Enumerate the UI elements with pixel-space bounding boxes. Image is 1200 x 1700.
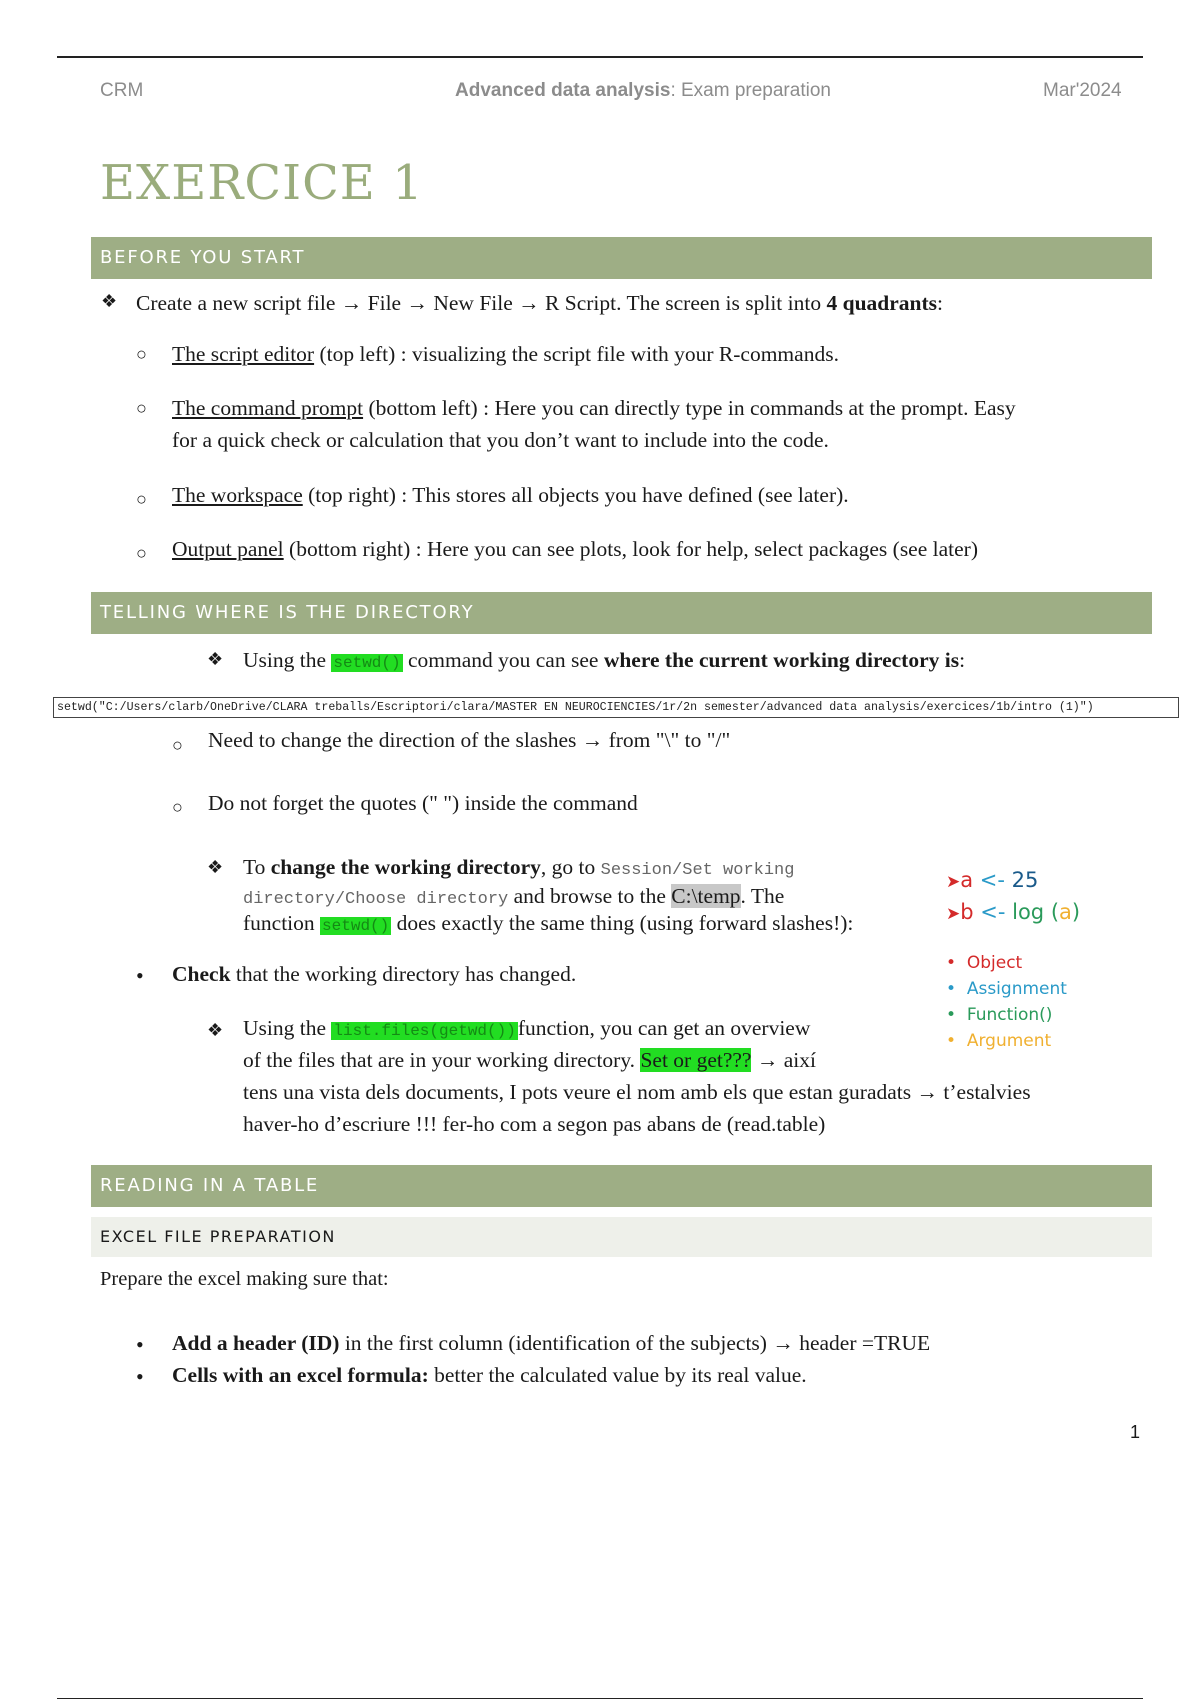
- arrow-icon: →: [756, 1048, 779, 1072]
- quotes-note: Do not forget the quotes (" ") inside the command: [208, 791, 638, 815]
- diamond-bullet-icon: ❖: [207, 1020, 224, 1040]
- legend-item-function: • Function(): [946, 1005, 1053, 1025]
- change-dir-line-2: directory/Choose directory and browse to the C:\temp. The: [243, 884, 785, 909]
- bullet-icon: •: [946, 1005, 957, 1025]
- quadrant-item-continued: for a quick check or calculation that you don’t want to include into the code.: [172, 428, 829, 452]
- bullet-icon: •: [136, 1332, 144, 1357]
- diamond-bullet-icon: ❖: [101, 291, 118, 311]
- section-heading-reading: READING IN A TABLE: [91, 1165, 1152, 1207]
- diamond-bullet-icon: ❖: [207, 649, 224, 669]
- setwd-path-code: setwd("C:/Users/clarb/OneDrive/CLARA treballs/Escriptori/clara/MASTER EN NEUROCIENCIES/1r/2n semester/advanced data analysis/exercices/1b/intro (1)"): [53, 697, 1179, 718]
- page-number: 1: [1130, 1422, 1141, 1442]
- intro-line: Create a new script file → File → New File → R Script. The screen is split into 4 quadrants:: [136, 291, 943, 315]
- arrow-icon: →: [772, 1331, 794, 1355]
- circle-bullet-icon: ○: [136, 489, 147, 509]
- slash-note: Need to change the direction of the slashes → from "\" to "/": [208, 728, 731, 752]
- arrow-icon: →: [406, 291, 428, 315]
- circle-bullet-icon: ○: [172, 797, 183, 817]
- list-files-line-2: of the files that are in your working directory. Set or get??? → així: [243, 1048, 816, 1072]
- subsection-heading-excel: EXCEL FILE PREPARATION: [91, 1217, 1152, 1257]
- bottom-rule: [57, 1698, 1143, 1699]
- legend-item-assignment: • Assignment: [946, 979, 1067, 999]
- quadrant-item: The script editor (top left) : visualizing the script file with your R-commands.: [172, 342, 839, 366]
- header-right: Mar'2024: [1043, 80, 1122, 101]
- diamond-bullet-icon: ❖: [207, 857, 224, 877]
- arrow-icon: →: [340, 291, 363, 315]
- legend-item-argument: • Argument: [946, 1031, 1052, 1051]
- header-left: CRM: [100, 80, 144, 101]
- bullet-icon: •: [136, 1364, 144, 1389]
- excel-intro: Prepare the excel making sure that:: [100, 1268, 389, 1290]
- change-dir-line-1: To change the working directory, go to Session/Set working: [243, 855, 795, 880]
- arrow-icon: →: [581, 728, 604, 752]
- code-example-line-2: ➤b <- log (a): [946, 900, 1081, 924]
- quadrant-item: The command prompt (bottom left) : Here you can directly type in commands at the prompt. Easy: [172, 396, 1016, 420]
- legend-item-object: • Object: [946, 953, 1023, 973]
- list-files-line-4: haver-ho d’escriure !!! fer-ho com a segon pas abans de (read.table): [243, 1112, 826, 1136]
- section-heading-directory: TELLING WHERE IS THE DIRECTORY: [91, 592, 1152, 634]
- prompt-icon: ➤: [946, 904, 961, 924]
- circle-bullet-icon: ○: [136, 344, 147, 364]
- header-center: Advanced data analysis: Exam preparation: [455, 80, 831, 101]
- bullet-icon: •: [946, 1031, 957, 1051]
- check-line: Check that the working directory has changed.: [172, 962, 577, 986]
- arrow-icon: →: [518, 291, 540, 315]
- arrow-icon: →: [916, 1080, 939, 1104]
- quadrant-item: The workspace (top right) : This stores all objects you have defined (see later).: [172, 483, 849, 507]
- prompt-icon: ➤: [946, 872, 961, 892]
- circle-bullet-icon: ○: [136, 543, 147, 563]
- quadrant-item: Output panel (bottom right) : Here you can see plots, look for help, select packages (see later): [172, 537, 978, 561]
- bullet-icon: •: [946, 979, 957, 999]
- section-heading-before: BEFORE YOU START: [91, 237, 1152, 279]
- top-rule: [57, 56, 1143, 58]
- code-example-line-1: ➤a <- 25: [946, 868, 1039, 892]
- excel-bullet-header: Add a header (ID) in the first column (identification of the subjects) → header =TRUE: [172, 1331, 931, 1355]
- circle-bullet-icon: ○: [136, 398, 147, 418]
- page-title: EXERCICE 1: [100, 155, 424, 211]
- bullet-icon: •: [946, 953, 957, 973]
- setwd-intro-line: Using the setwd() command you can see where the current working directory is:: [243, 648, 966, 672]
- list-files-line-3: tens una vista dels documents, I pots veure el nom amb els que estan guradats → t’estalvies: [243, 1080, 1031, 1104]
- change-dir-line-3: function setwd() does exactly the same thing (using forward slashes!):: [243, 911, 854, 935]
- list-files-line-1: Using the list.files(getwd())function, you can get an overview: [243, 1016, 811, 1040]
- circle-bullet-icon: ○: [172, 735, 183, 755]
- bullet-icon: •: [136, 963, 144, 988]
- excel-bullet-formula: Cells with an excel formula: better the calculated value by its real value.: [172, 1363, 807, 1387]
